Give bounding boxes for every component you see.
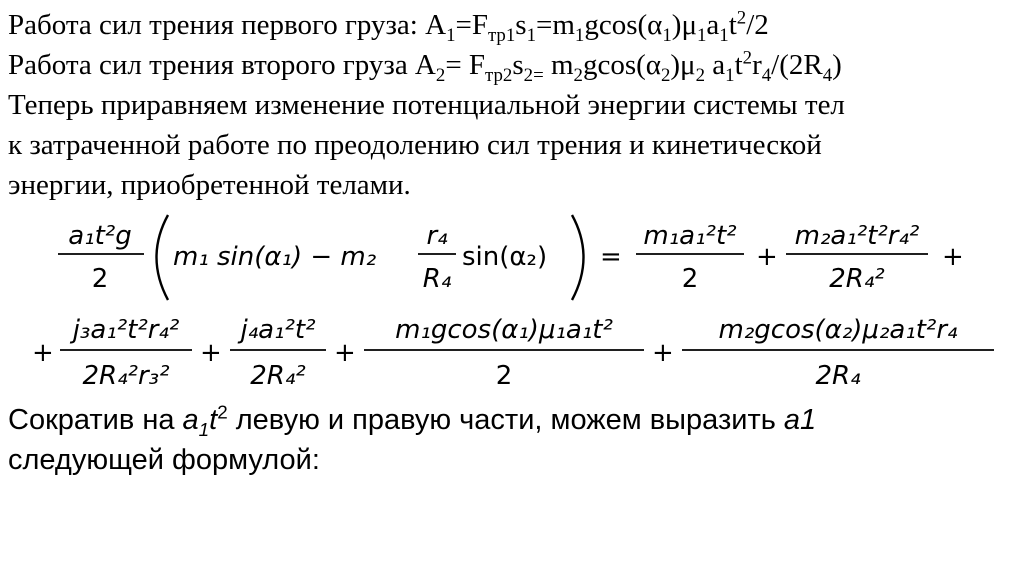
eq-term1-denominator: 2 [681, 264, 699, 294]
paragraph-line: энергии, приобретенной телами. [8, 169, 411, 201]
eq-term5-denominator: 2 [495, 361, 513, 391]
plus-sign: + [200, 338, 222, 368]
equals-sign: = [600, 242, 622, 272]
paragraph-line: к затраченной работе по преодолению сил трения и кинетической [8, 129, 822, 161]
paragraph-line: Сократив на $a_1t^2$ левую и правую части, можем выразить a1 [8, 401, 817, 440]
eq-lhs-denominator: 2 [91, 264, 109, 294]
eq-term4-denominator: 2R₄² [250, 361, 306, 391]
left-paren [157, 215, 169, 300]
eq-term4-numerator: j₄a₁²t² [240, 315, 316, 345]
eq-paren-right-expr: sin(α₂) [462, 242, 548, 272]
friction-work-second-load: Работа сил трения второго груза $A_2= F_{тр2}s_{2=}$ $m_2gcos(\alpha_2)\mu_2$ $a_1t^2r_4/(2R_4)$ [8, 47, 842, 86]
eq-term3-numerator: j₃a₁²t²r₄² [72, 315, 180, 345]
eq-term5-numerator: m₁gcos(α₁)μ₁a₁t² [395, 315, 613, 345]
friction-work-first-load: Работа сил трения первого груза: $A_1=F_{тр1}s_1=m_1gcos(\alpha_1)\mu_1a_1t^2/2$ [8, 7, 769, 46]
plus-sign: + [652, 338, 674, 368]
eq-term2-denominator: 2R₄² [829, 264, 885, 294]
paragraph-line: следующей формулой: [8, 444, 320, 476]
eq-ratio-numerator: r₄ [426, 221, 448, 251]
plus-sign: + [942, 242, 964, 272]
eq-paren-left-expr: m₁ sin(α₁) − m₂ [173, 242, 377, 272]
eq-lhs-numerator: a₁t²g [68, 221, 132, 251]
eq-term6-denominator: 2R₄ [815, 361, 861, 391]
eq-term3-denominator: 2R₄²r₃² [82, 361, 170, 391]
right-paren [572, 215, 584, 300]
plus-sign: + [32, 338, 54, 368]
eq-term6-numerator: m₂gcos(α₂)μ₂a₁t²r₄ [718, 315, 958, 345]
plus-sign: + [334, 338, 356, 368]
eq-ratio-denominator: R₄ [422, 264, 452, 294]
plus-sign: + [756, 242, 778, 272]
energy-balance-equation [0, 200, 1024, 400]
paragraph-line: Теперь приравняем изменение потенциальной энергии системы тел [8, 89, 845, 121]
eq-term1-numerator: m₁a₁²t² [643, 221, 737, 251]
eq-term2-numerator: m₂a₁²t²r₄² [794, 221, 920, 251]
